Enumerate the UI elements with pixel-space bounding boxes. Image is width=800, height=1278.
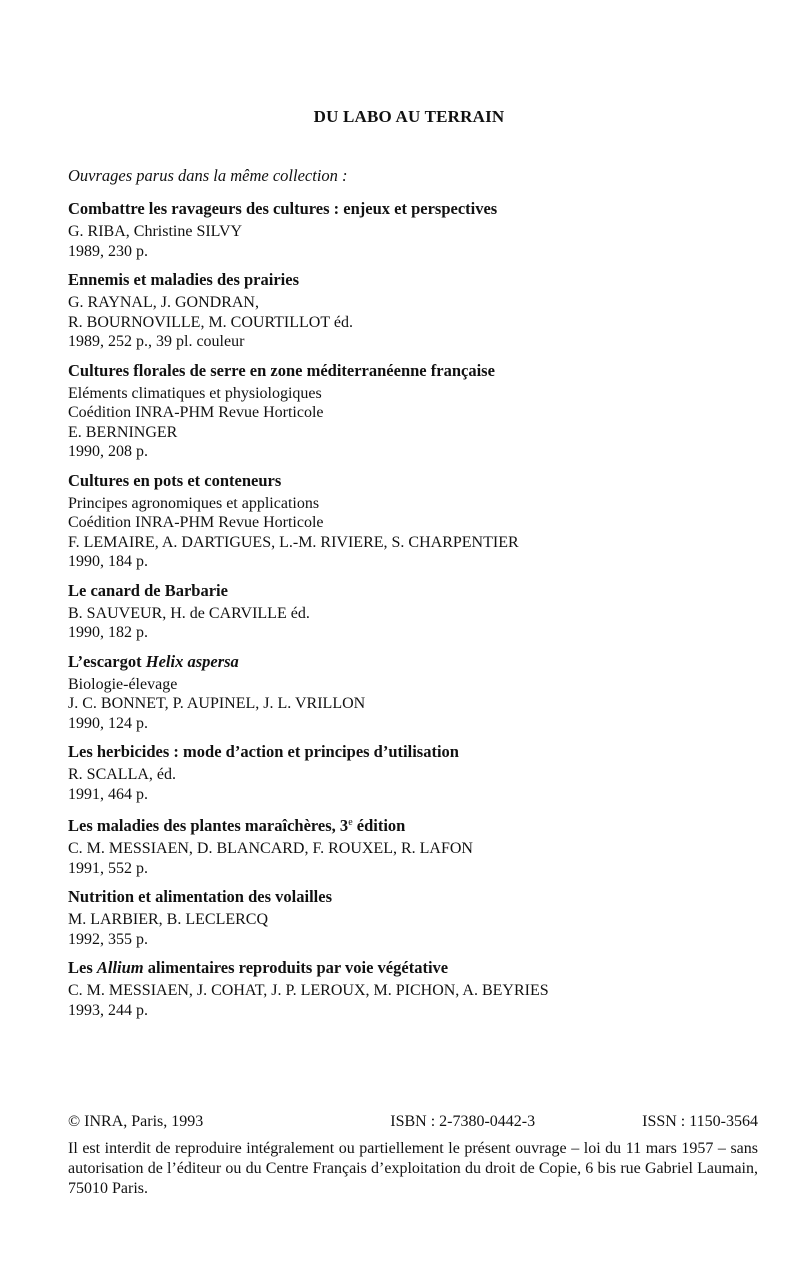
book-entry — [68, 360, 758, 462]
book-entry — [68, 580, 758, 643]
book-entry — [68, 741, 758, 804]
book-coedition: Coédition INRA-PHM Revue Horticole — [68, 514, 324, 531]
book-title — [68, 957, 758, 978]
issn: ISSN : 1150-3564 — [642, 1113, 758, 1130]
book-title-species: Helix aspersa — [145, 651, 239, 671]
book-subtitle: Biologie-élevage — [68, 675, 178, 693]
book-authors: M. LARBIER, B. LECLERCQ — [68, 911, 269, 928]
book-coedition: Coédition INRA-PHM Revue Horticole — [68, 404, 324, 421]
book-authors: G. RIBA, Christine SILVY — [68, 223, 243, 240]
book-authors: C. M. MESSIAEN, D. BLANCARD, F. ROUXEL, R. LAFON — [68, 840, 473, 857]
book-publication: 1993, 244 p. — [68, 1001, 148, 1019]
isbn: ISBN : 2-7380-0442-3 — [390, 1113, 536, 1130]
collection-intro: Ouvrages parus dans la même collection : — [68, 166, 348, 185]
book-authors: C. M. MESSIAEN, J. COHAT, J. P. LEROUX, M. PICHON, A. BEYRIES — [68, 982, 549, 999]
copyright: © INRA, Paris, 1993 — [68, 1113, 204, 1130]
book-title — [68, 651, 758, 672]
footer — [68, 1112, 758, 1199]
book-title — [68, 812, 758, 836]
book-subtitle: Eléments climatiques et physiologiques — [68, 384, 322, 402]
book-authors: F. LEMAIRE, A. DARTIGUES, L.-M. RIVIERE, S. CHARPENTIER — [68, 533, 519, 551]
book-publication: 1991, 552 p. — [68, 859, 148, 877]
book-publication: 1989, 230 p. — [68, 242, 148, 260]
book-authors: B. SAUVEUR, H. de CARVILLE éd. — [68, 604, 310, 622]
book-authors: G. RAYNAL, J. GONDRAN, — [68, 294, 259, 311]
book-publication: 1990, 184 p. — [68, 553, 148, 570]
book-authors: R. BOURNOVILLE, M. COURTILLOT éd. — [68, 313, 353, 331]
book-title: Les herbicides : mode d’action et principes d’utilisation — [68, 742, 459, 761]
copyright-notice: Il est interdit de reproduire intégralement ou partiellement le présent ouvrage – loi du 11 mars 1957 – sans autorisation de l’éditeur ou du Centre Français d’exploitation du droit de Copie, 6 bis rue Gabriel Laumain, 75010 Paris. — [68, 1140, 758, 1197]
book-entry — [68, 198, 758, 261]
book-subtitle: Principes agronomiques et applications — [68, 494, 320, 512]
book-publication: 1990, 182 p. — [68, 624, 148, 641]
book-title-suffix: alimentaires reproduits par voie végétative — [143, 958, 449, 977]
book-entry — [68, 269, 758, 352]
book-title: Combattre les ravageurs des cultures : enjeux et perspectives — [68, 199, 498, 218]
legal-identifiers — [68, 1112, 758, 1132]
book-title-genus: Allium — [96, 958, 144, 977]
book-publication: 1991, 464 p. — [68, 785, 148, 803]
series-title: DU LABO AU TERRAIN — [313, 107, 505, 126]
book-title: Le canard de Barbarie — [68, 580, 228, 600]
book-entry — [68, 957, 758, 1020]
book-title: Cultures en pots et conteneurs — [68, 470, 282, 490]
book-publication: 1990, 208 p. — [68, 443, 148, 460]
book-entry — [68, 651, 758, 734]
book-authors: E. BERNINGER — [68, 423, 178, 441]
book-entry — [68, 470, 758, 572]
book-title: Cultures florales de serre en zone méditerranéenne française — [68, 360, 495, 380]
book-publication: 1989, 252 p., 39 pl. couleur — [68, 333, 245, 350]
book-entry — [68, 886, 758, 949]
book-authors: R. SCALLA, éd. — [68, 766, 176, 783]
book-authors: J. C. BONNET, P. AUPINEL, J. L. VRILLON — [68, 695, 366, 712]
book-title-text: L’escargot — [68, 651, 146, 671]
book-entry — [68, 812, 758, 878]
edition-superscript: e — [348, 817, 353, 828]
book-title: Nutrition et alimentation des volailles — [68, 887, 332, 906]
book-title-suffix: édition — [352, 816, 406, 835]
book-title-text: Les maladies des plantes maraîchères, 3 — [68, 816, 349, 835]
book-title: Ennemis et maladies des prairies — [68, 270, 299, 289]
book-publication: 1990, 124 p. — [68, 714, 148, 732]
book-publication: 1992, 355 p. — [68, 930, 148, 948]
book-title-text: Les — [68, 958, 97, 977]
book-list — [68, 198, 758, 1028]
